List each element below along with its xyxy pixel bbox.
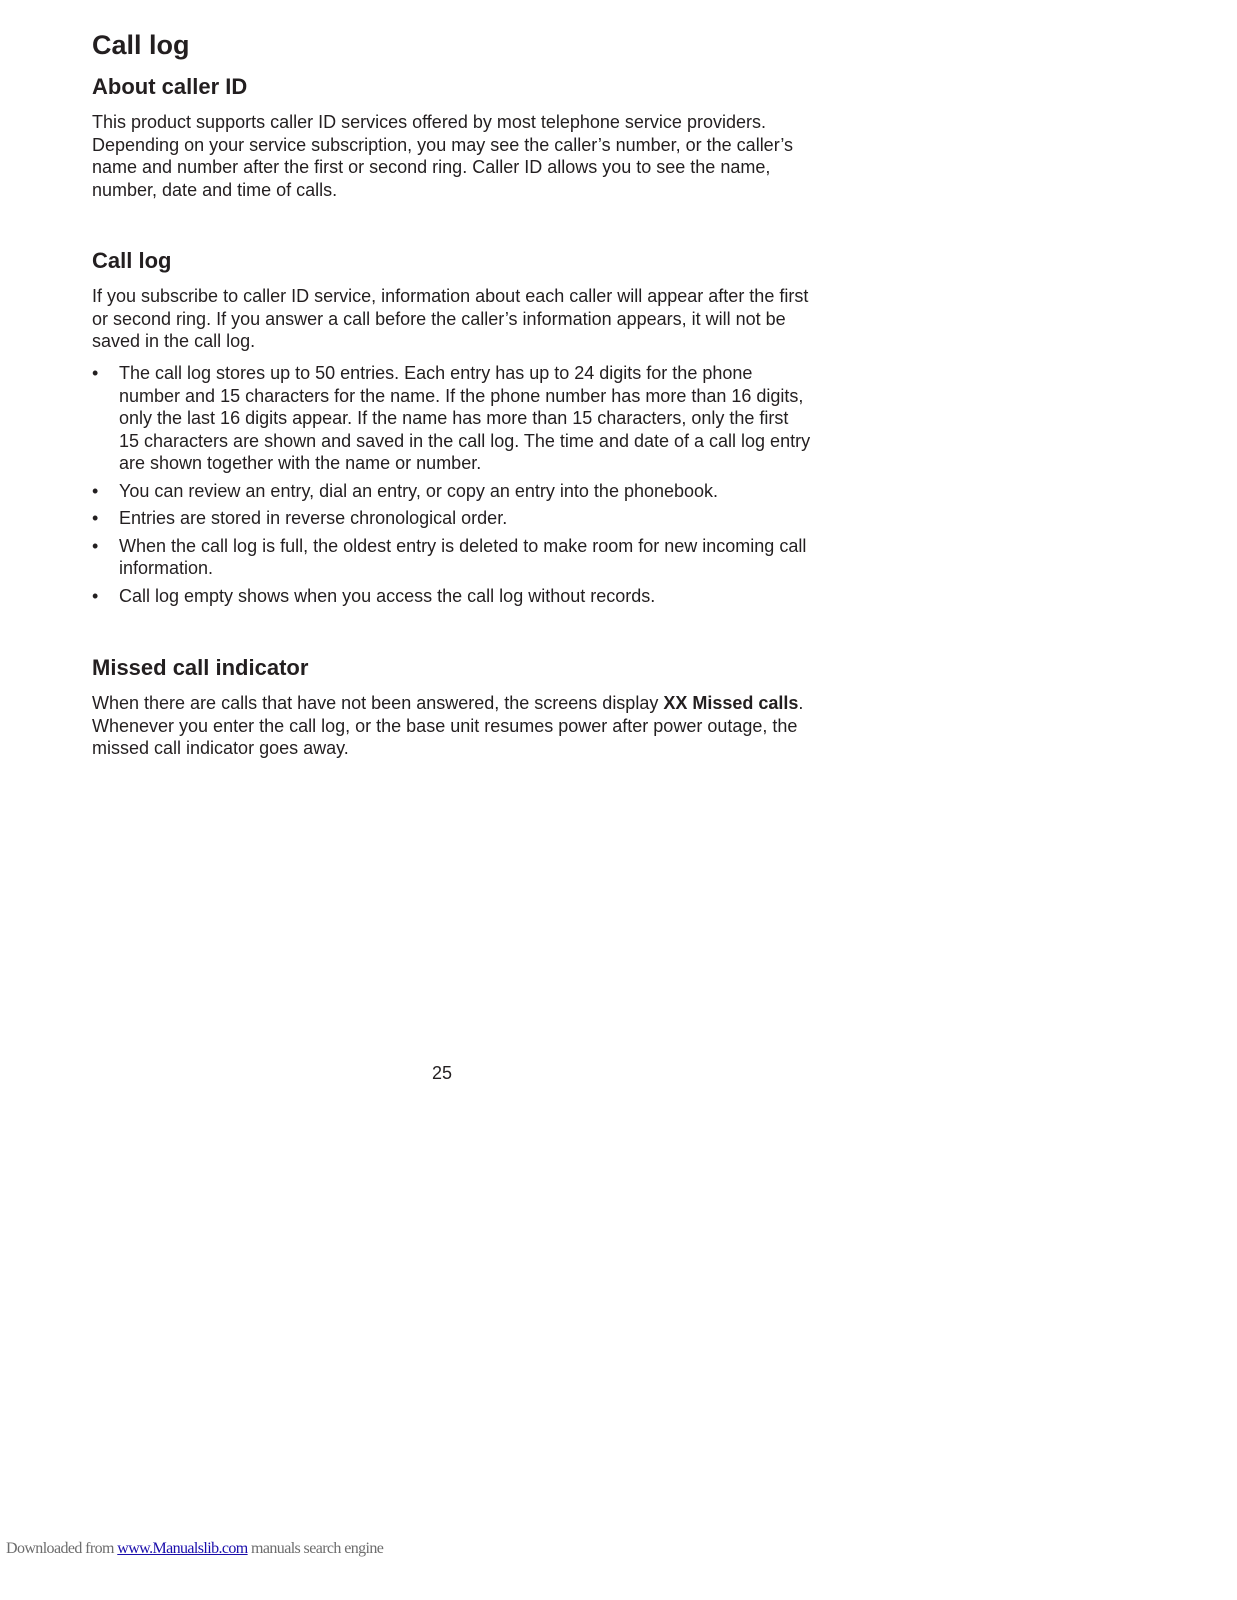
download-footer	[6, 1540, 383, 1558]
about-caller-id-heading: About caller ID	[92, 74, 248, 99]
bullet-icon: •	[92, 535, 99, 556]
footer-prefix: Downloaded from	[6, 1540, 118, 1557]
bullet-icon: •	[92, 585, 99, 606]
list-item	[92, 480, 812, 503]
list-item-text: When the call log is full, the oldest entry is deleted to make room for new incoming call information.	[119, 535, 807, 578]
page-number: 25	[432, 1063, 453, 1083]
list-item	[92, 585, 812, 608]
call-log-bullet-list	[92, 362, 812, 612]
missed-call-text-after: . Whenever you enter the call log, or the base unit resumes power after power outage, the missed call indicator goes away.	[92, 693, 804, 758]
footer-suffix: manuals search engine	[247, 1540, 384, 1557]
bullet-icon: •	[92, 508, 99, 528]
about-caller-id-paragraph: This product supports caller ID services offered by most telephone service providers. Depending on your service subscription, you may see the caller’s number, or the caller’s name and number after the first or second ring. Caller ID allows you to see the name, number, date and time of calls.	[92, 112, 794, 200]
list-item	[92, 507, 812, 530]
missed-call-indicator-heading: Missed call indicator	[92, 655, 309, 680]
missed-call-text-before: When there are calls that have not been answered, the screens display	[92, 693, 664, 713]
call-log-paragraph: If you subscribe to caller ID service, information about each caller will appear after the first or second ring. If you answer a call before the caller’s information appears, it will not be saved in the call log.	[92, 286, 809, 351]
list-item-text: Call log empty shows when you access the call log without records.	[119, 585, 656, 606]
list-item	[92, 362, 812, 475]
list-item-text: Entries are stored in reverse chronological order.	[119, 508, 508, 528]
list-item-text: The call log stores up to 50 entries. Each entry has up to 24 digits for the phone number and 15 characters for the name. If the phone number has more than 16 digits, only the last 16 digits appear. If the name has more than 15 characters, only the first 15 characters are shown and saved in the call log. The time and date of a call log entry are shown together with the name or number.	[119, 363, 811, 473]
list-item	[92, 535, 812, 580]
manualslib-link[interactable]: www.Manualslib.com	[117, 1540, 248, 1557]
call-log-heading: Call log	[92, 248, 172, 273]
page-title: Call log	[92, 30, 190, 60]
missed-call-paragraph	[92, 692, 812, 760]
bullet-icon: •	[92, 480, 99, 501]
bullet-icon: •	[92, 363, 99, 383]
list-item-text: You can review an entry, dial an entry, or copy an entry into the phonebook.	[119, 480, 719, 501]
missed-calls-display-text: XX Missed calls	[663, 693, 799, 713]
